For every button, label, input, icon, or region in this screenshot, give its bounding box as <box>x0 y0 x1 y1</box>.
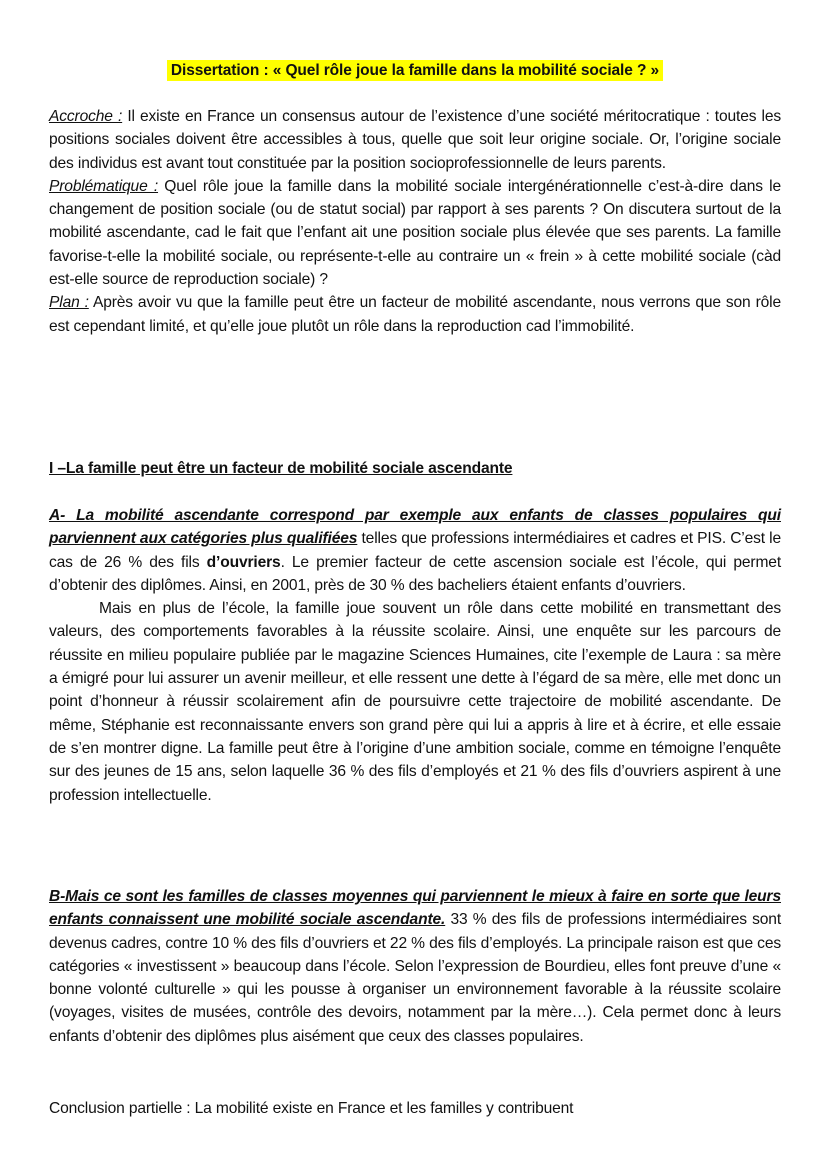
section-b-text: 33 % des fils de professions intermédiaires sont devenus cadres, contre 10 % des fils d’ouvriers et 22 % des fils d’employés. La principale raison est que ces catégories « investissent » beaucoup dans l’école. Selon l’expression de Bourdieu, elles font preuve d’une « bonne volonté culturelle » qui les pousse à organiser un environnement favorable à la réussite scolaire (voyages, visites de musées, contrôle des devoirs, notamment par la mère…). Cela permet donc à leurs enfants d’obtenir des diplômes plus aisément que ceux des classes populaires. <box>49 911 782 1045</box>
section-a-paragraph1 <box>49 504 781 597</box>
section-a-subheading: A- La mobilité ascendante correspond par exemple aux enfants de classes populaires qui parviennent aux catégories plus qualifiées <box>49 507 781 548</box>
part1-heading-block <box>49 457 781 480</box>
accroche-paragraph <box>49 105 781 175</box>
section-b-paragraph <box>49 885 781 1048</box>
section-a-text1: telles que professions intermédiaires et cadres et PIS. C’est le cas de 26 % des fils <box>49 530 781 571</box>
plan-label: Plan : <box>49 294 89 312</box>
plan-paragraph <box>49 291 781 338</box>
accroche-text: Il existe en France un consensus autour de l’existence d’une société méritocratique : toutes les positions sociales doivent être accessibles à tous, quelle que soit leur origine sociale. Or, l’origine sociale des individus est avant tout constituée par la position socioprofessionnelle de leurs parents. <box>49 108 782 172</box>
part1-heading: I –La famille peut être un facteur de mobilité sociale ascendante <box>49 460 513 477</box>
partial-conclusion: Conclusion partielle : La mobilité existe en France et les familles y contribuent <box>49 1100 574 1117</box>
title-block <box>49 62 781 80</box>
conclusion-block <box>49 1097 781 1120</box>
document-title: Dissertation : « Quel rôle joue la famille dans la mobilité sociale ? » <box>167 60 663 81</box>
section-a-bold: d’ouvriers <box>206 553 281 571</box>
introduction <box>49 105 781 338</box>
section-b-subheading: B-Mais ce sont les familles de classes moyennes qui parviennent le mieux à faire en sorte que leurs enfants connaissent une mobilité sociale ascendante. <box>49 888 781 929</box>
section-b <box>49 885 781 1048</box>
accroche-label: Accroche : <box>49 108 123 125</box>
plan-text: Après avoir vu que la famille peut être un facteur de mobilité ascendante, nous verrons que son rôle est cependant limité, et qu’elle joue plutôt un rôle dans la reproduction cad l’immobilité. <box>49 294 781 335</box>
section-a-paragraph2: Mais en plus de l’école, la famille joue souvent un rôle dans cette mobilité en transmettant des valeurs, des comportements favorables à la réussite scolaire. Ainsi, une enquête sur les parcours de réussite en milieu populaire publiée par le magazine Sciences Humaines, cite l’exemple de Laura : sa mère a émigré pour lui assurer un avenir meilleur, et elle ressent une dette à l’égard de sa mère, elle met donc un point d’honneur à réussir scolairement afin de poursuivre cette trajectoire de mobilité ascendante. De même, Stéphanie est reconnaissante envers son grand père qui lui a appris à lire et à écrire, et elle essaie de s’en montrer digne. La famille peut être à l’origine d’une ambition sociale, comme en témoigne l’enquête sur des jeunes de 15 ans, selon laquelle 36 % des fils d’employés et 21 % des fils d’ouvriers aspirent à une profession intellectuelle. <box>49 600 781 804</box>
problematique-paragraph <box>49 175 781 291</box>
section-a-text2: . Le premier facteur de cette ascension sociale est l’école, qui permet d’obtenir des diplômes. Ainsi, en 2001, près de 30 % des bacheliers étaient enfants d’ouvriers. <box>49 553 782 594</box>
problematique-label: Problématique : <box>49 177 159 195</box>
section-a <box>49 504 781 807</box>
problematique-text: Quel rôle joue la famille dans la mobilité sociale intergénérationnelle c’est-à-dire dans le changement de position sociale (ou de statut social) par rapport à ses parents ? On discutera surtout de la mobilité ascendante, cad le fait que l’enfant ait une position sociale plus élevée que ses parents. La famille favorise-t-elle la mobilité sociale, ou représente-t-elle au contraire un « frein » à cette mobilité sociale (càd est-elle source de reproduction sociale) ? <box>49 177 781 289</box>
